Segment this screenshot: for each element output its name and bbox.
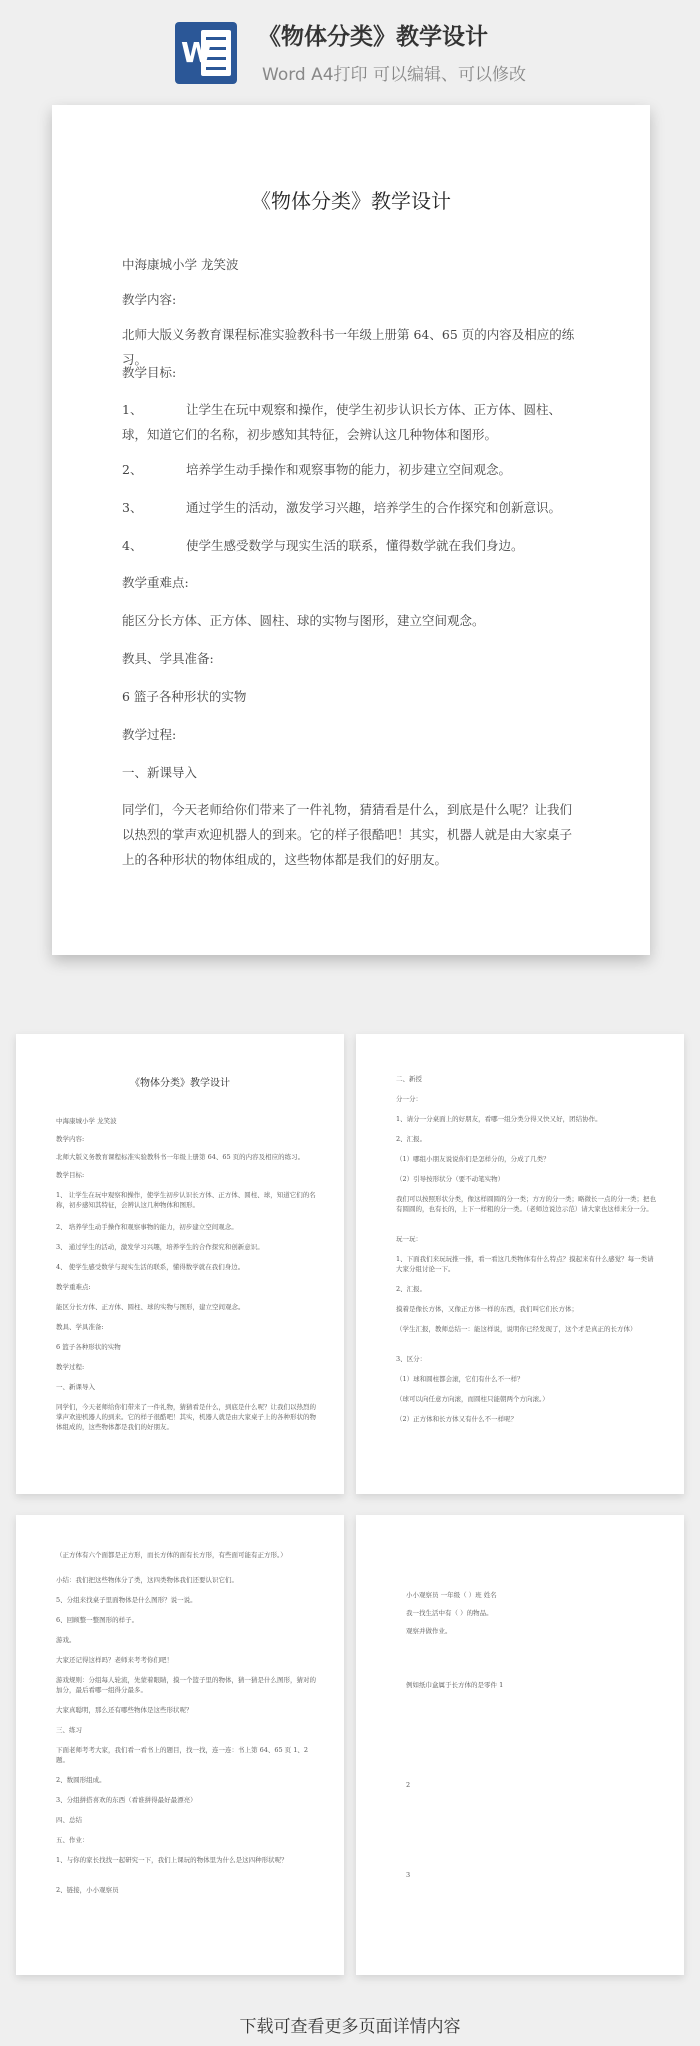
thumb1-line: 教学内容: bbox=[56, 1135, 85, 1143]
thumb3-line: 5、分组来找桌子里面物体是什么图形？说一说。 bbox=[56, 1596, 197, 1604]
goal-1 bbox=[122, 397, 582, 447]
goal-1-num: 1、 bbox=[122, 402, 143, 417]
thumb2-line: （1）哪组小朋友说说你们是怎样分的，分成了几类？ bbox=[396, 1155, 550, 1163]
thumb3-line: 3、分组拼搭喜欢的东西（看谁拼得最好最漂亮） bbox=[56, 1796, 197, 1804]
thumb2-line: 2、汇报。 bbox=[396, 1135, 427, 1143]
thumb3-line: 五、作业： bbox=[56, 1836, 89, 1844]
thumb1-line: 同学们，今天老师给你们带来了一件礼物，猜猜看是什么，到底是什么呢？让我们以热烈的掌声欢迎机器人的到来。它的样子很酷吧！其实，机器人就是由大家桌子上的各种形状的物体组成的，这些物体都是我们的好朋友。 bbox=[56, 1403, 316, 1431]
thumb3-line: 下面老师考考大家，我们看一看书上的题目，找一找，连一连：书上第 64、65 页 1、2 题。 bbox=[56, 1746, 309, 1764]
thumb2-line: 玩一玩： bbox=[396, 1235, 422, 1243]
intro-text: 同学们，今天老师给你们带来了一件礼物，猜猜看是什么，到底是什么呢？让我们以热烈的掌声欢迎机器人的到来。它的样子很酷吧！其实，机器人就是由大家桌子上的各种形状的物体组成的，这些物体都是我们的好朋友。 bbox=[122, 802, 573, 867]
thumb1-line: 北师大版义务教育课程标准实验教科书一年级上册第 64、65 页的内容及相应的练习。 bbox=[56, 1153, 305, 1161]
process-label: 教学过程: bbox=[122, 727, 177, 742]
key-text: 能区分长方体、正方体、圆柱、球的实物与图形，建立空间观念。 bbox=[122, 613, 485, 628]
thumb2-line: 1、下面我们来玩玩推一推，看一看这几类物体有什么特点？摸起来有什么感觉？每一类请大家分组讨论一下。 bbox=[396, 1255, 654, 1273]
thumbnail-page-3 bbox=[16, 1515, 344, 1975]
thumbnail-page-4 bbox=[356, 1515, 684, 1975]
content-text: 北师大版义务教育课程标准实验教科书一年级上册第 64、65 页的内容及相应的练习。 bbox=[122, 327, 575, 367]
thumb2-line: （1）球和圆柱都会滚，它们有什么不一样？ bbox=[396, 1375, 524, 1383]
goal-1-text: 让学生在玩中观察和操作，使学生初步认识长方体、正方体、圆柱、球，知道它们的名称，初步感知其特征，会辨认这几种物体和图形。 bbox=[122, 402, 562, 442]
thumb3-line: 四、总结 bbox=[56, 1816, 82, 1824]
thumb2-line: （学生汇报，教师总结一：能这样说，说明你已经发现了，这个才是真正的长方体） bbox=[396, 1325, 637, 1333]
goal-3 bbox=[122, 495, 582, 520]
thumb4-line: 2 bbox=[406, 1781, 411, 1789]
thumb4-line: 3 bbox=[406, 1871, 411, 1879]
thumb4-line: 例如纸巾盒属于长方体的是零件 1 bbox=[406, 1681, 504, 1689]
thumb2-line: 二、新授 bbox=[396, 1075, 422, 1083]
goal-4 bbox=[122, 533, 582, 558]
header-title: 《物体分类》教学设计 bbox=[258, 24, 488, 50]
thumb2-line: 3、区分： bbox=[396, 1355, 427, 1363]
thumb4-line: 观察并做作业。 bbox=[406, 1627, 452, 1635]
thumb3-line: 6、回顾整一整图形的样子。 bbox=[56, 1616, 139, 1624]
section-1-heading: 一、新课导入 bbox=[122, 765, 198, 780]
thumb4-line: 小小观察员 一年级（ ）班 姓名 bbox=[406, 1591, 497, 1599]
goal-4-text: 使学生感受数学与现实生活的联系，懂得数学就在我们身边。 bbox=[186, 538, 524, 553]
goal-4-num: 4、 bbox=[122, 538, 143, 553]
header bbox=[0, 0, 700, 100]
thumb1-line: 4、 使学生感受数学与现实生活的联系，懂得数学就在我们身边。 bbox=[56, 1263, 245, 1271]
tools-label: 教具、学具准备: bbox=[122, 651, 214, 666]
goal-2 bbox=[122, 457, 582, 482]
goal-3-text: 通过学生的活动，激发学习兴趣，培养学生的合作探究和创新意识。 bbox=[186, 500, 562, 515]
word-icon-letter: W bbox=[181, 36, 212, 69]
thumb3-line: 2、链接，小小观察员 bbox=[56, 1886, 119, 1894]
word-icon bbox=[175, 22, 237, 84]
thumb1-line: 2、 培养学生动手操作和观察事物的能力，初步建立空间观念。 bbox=[56, 1223, 238, 1231]
thumb3-line: 小结：我们把这些物体分了类，这四类物体我们还要认识它们。 bbox=[56, 1576, 238, 1584]
thumb2-line: 我们可以按照形状分类，像这样圆圆的分一类；方方的分一类；略微长一点的分一类；把也有圆圆的，也有长的，上下一样粗的分一类。（老师边说边示范）请大家也这样来分一分。 bbox=[396, 1195, 656, 1213]
thumb3-line: 1、与你的家长找找一起研究一下，我们上课玩的物体里为什么是这四种形状呢？ bbox=[56, 1856, 288, 1864]
thumbnail-page-1 bbox=[16, 1034, 344, 1494]
goals-label: 教学目标: bbox=[122, 365, 177, 380]
thumb1-line: 教具、学具准备: bbox=[56, 1323, 104, 1331]
goal-2-text: 培养学生动手操作和观察事物的能力，初步建立空间观念。 bbox=[186, 462, 512, 477]
thumb3-line: （正方体有六个面都是正方形，而长方体的面有长方形，有些面可能有正方形。） bbox=[56, 1551, 287, 1559]
thumb2-line: （球可以向任意方向滚，而圆柱只能朝两个方向滚。） bbox=[396, 1395, 549, 1403]
thumb3-line: 游戏规则：分组每人轮流，先蒙着眼睛，摸一个篮子里的物体，猜一猜是什么图形，猜对的加分，最后看哪一组得分最多。 bbox=[56, 1676, 316, 1694]
document-page-main bbox=[52, 105, 650, 955]
thumb1-line: 中海康城小学 龙笑波 bbox=[56, 1117, 117, 1125]
tools-text: 6 篮子各种形状的实物 bbox=[122, 689, 247, 704]
goal-3-num: 3、 bbox=[122, 500, 143, 515]
key-label: 教学重难点: bbox=[122, 575, 189, 590]
thumb3-line: 2、数圆形组成。 bbox=[56, 1776, 106, 1784]
thumb1-line: 教学目标: bbox=[56, 1171, 85, 1179]
thumb1-line: 1、 让学生在玩中观察和操作，使学生初步认识长方体、正方体、圆柱、球，知道它们的名称，初步感知其特征，会辨认这几种物体和图形。 bbox=[56, 1191, 316, 1209]
thumb1-line: 能区分长方体、正方体、圆柱、球的实物与图形，建立空间观念。 bbox=[56, 1303, 245, 1311]
goal-2-num: 2、 bbox=[122, 462, 143, 477]
thumb1-line: 一、新课导入 bbox=[56, 1383, 95, 1391]
thumb4-line: 我一找生活中有（ ）的物品。 bbox=[406, 1609, 493, 1617]
thumb2-line: 摸着是像长方体，又像正方体一样的东西，我们叫它们长方体； bbox=[396, 1305, 578, 1313]
document-title: 《物体分类》教学设计 bbox=[251, 189, 451, 213]
header-subtitle: Word A4打印 可以编辑、可以修改 bbox=[262, 65, 526, 85]
content-label: 教学内容: bbox=[122, 292, 177, 307]
thumb3-line: 大家还记得这样吗？老师来考考你们吧！ bbox=[56, 1656, 173, 1664]
thumb2-line: 1、请分一分桌面上的好朋友，看哪一组分类分得又快又好，团结协作。 bbox=[396, 1115, 602, 1123]
thumb1-line: 教学过程: bbox=[56, 1363, 85, 1371]
thumb3-line: 大家真聪明，那么还有哪些物体是这些形状呢？ bbox=[56, 1706, 193, 1714]
thumb1-line: 6 篮子各种形状的实物 bbox=[56, 1343, 121, 1351]
thumb1-line: 3、 通过学生的活动，激发学习兴趣，培养学生的合作探究和创新意识。 bbox=[56, 1243, 264, 1251]
thumb1-line: 教学重难点: bbox=[56, 1283, 91, 1291]
footer-text: 下载可查看更多页面详情内容 bbox=[239, 2017, 461, 2037]
thumb2-line: 分一分： bbox=[396, 1095, 422, 1103]
thumb2-line: 2、汇报。 bbox=[396, 1285, 427, 1293]
author-line: 中海康城小学 龙笑波 bbox=[122, 257, 239, 272]
thumb2-line: （2）引导按形状分（要不动笔实物） bbox=[396, 1175, 505, 1183]
thumb1-title: 《物体分类》教学设计 bbox=[130, 1078, 230, 1089]
thumb3-line: 三、练习 bbox=[56, 1726, 82, 1734]
thumb2-line: （2）正方体和长方体又有什么不一样呢？ bbox=[396, 1415, 518, 1423]
thumb3-line: 游戏。 bbox=[56, 1636, 76, 1644]
thumbnail-page-2 bbox=[356, 1034, 684, 1494]
